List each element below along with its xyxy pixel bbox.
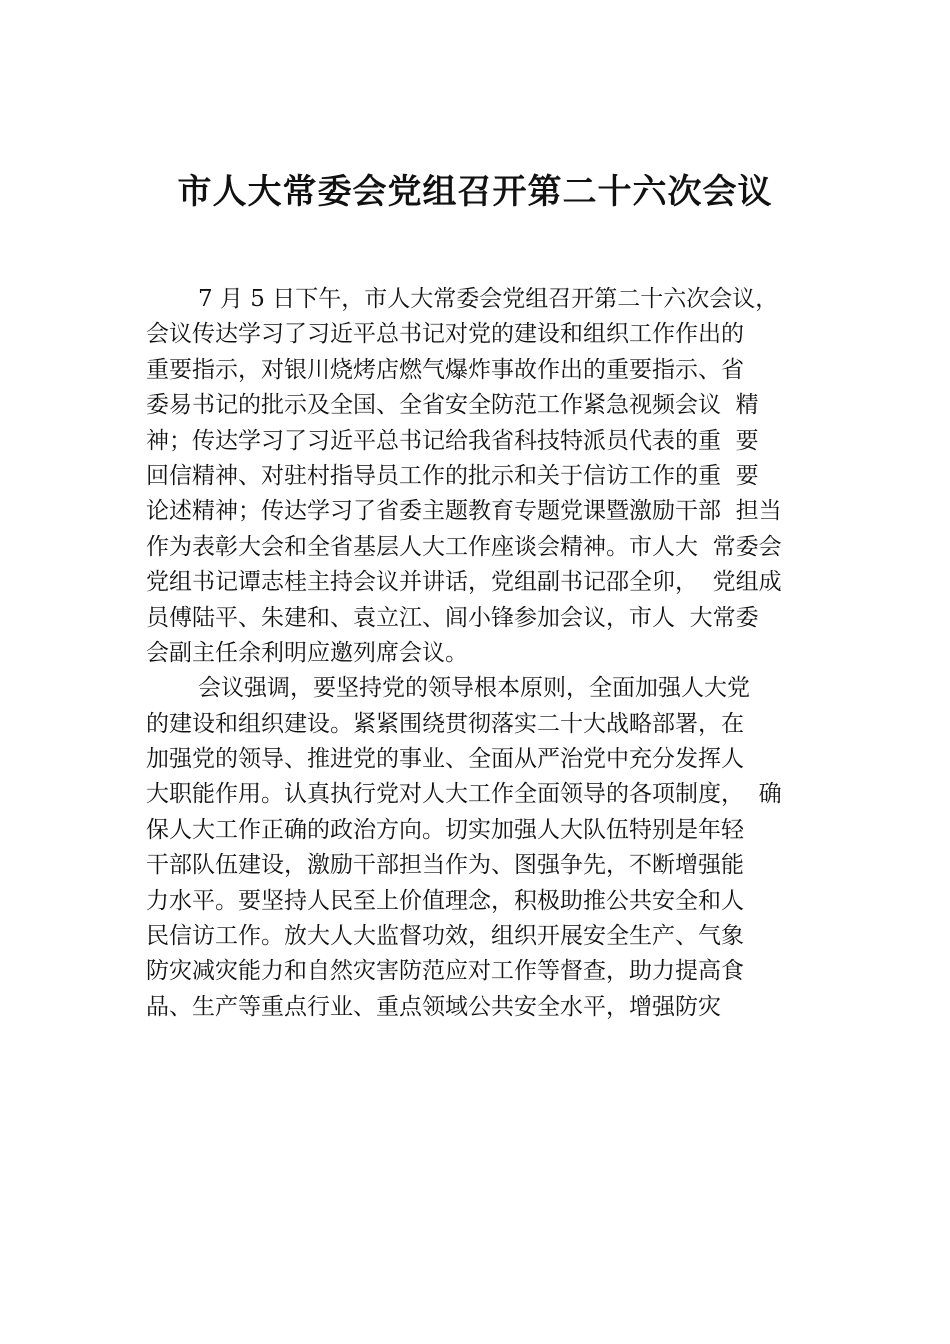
text-line: 会议强调，要坚持党的领导根本原则，全面加强人大党 [198,675,750,702]
paragraph [146,282,846,671]
text-line: 保人大工作正确的政治方向。切实加强人大队伍特别是年轻 [146,816,744,843]
document-title: 市人大常委会党组召开第二十六次会议 [177,172,773,212]
text-line: 民信访工作。放大人大监督功效，组织开展安全生产、气象 [146,923,744,950]
text-line: 品、生产等重点行业、重点领域公共安全水平，增强防灾 [146,993,721,1020]
paragraph [146,671,846,1025]
text-line: 委易书记的批示及全国、全省安全防范工作紧急视频会议 精 [146,392,759,419]
text-line: 回信精神、对驻村指导员工作的批示和关于信访工作的重 要 [146,462,759,489]
document-body [146,282,846,1025]
text-line: 大职能作用。认真执行党对人大工作全面领导的各项制度， 确 [146,781,782,808]
text-line: 作为表彰大会和全省基层人大工作座谈会精神。市人大 常委会 [146,533,782,560]
text-line: 论述精神；传达学习了省委主题教育专题党课暨激励干部 担当 [146,498,782,525]
text-line: 防灾减灾能力和自然灾害防范应对工作等督查，助力提高食 [146,958,744,985]
text-line: 党组书记谭志桂主持会议并讲话，党组副书记邵全卯， 党组成 [146,569,782,596]
text-line: 神；传达学习了习近平总书记给我省科技特派员代表的重 要 [146,427,759,454]
text-line: 7 月 5 日下午，市人大常委会党组召开第二十六次会议， [198,286,779,312]
text-line: 重要指示，对银川烧烤店燃气爆炸事故作出的重要指示、省 [146,356,744,383]
text-line: 的建设和组织建设。紧紧围绕贯彻落实二十大战略部署，在 [146,710,744,737]
text-line: 加强党的领导、推进党的事业、全面从严治党中充分发挥人 [146,746,744,773]
text-line: 会议传达学习了习近平总书记对党的建设和组织工作作出的 [146,321,744,348]
text-line: 力水平。要坚持人民至上价值理念，积极助推公共安全和人 [146,887,744,914]
text-line: 员傅陆平、朱建和、袁立江、闾小锋参加会议，市人 大常委 [146,604,759,631]
text-line: 会副主任余利明应邀列席会议。 [146,639,468,666]
text-line: 干部队伍建设，激励干部担当作为、图强争先，不断增强能 [146,852,744,879]
